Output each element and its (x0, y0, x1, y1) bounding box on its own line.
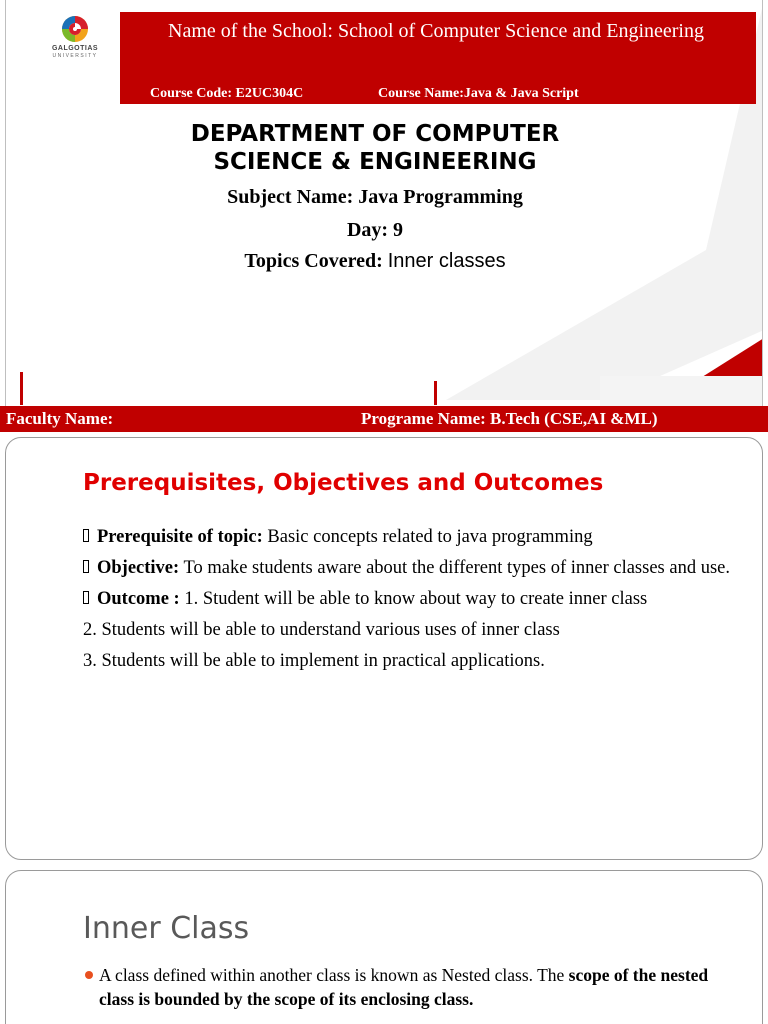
item-text: To make students aware about the different types of inner classes and use. (179, 558, 730, 578)
programme-name: Programe Name: B.Tech (CSE,AI &ML) (361, 409, 658, 428)
list-item (83, 588, 743, 610)
title-slide (5, 0, 763, 432)
topics-covered (6, 250, 744, 273)
topics-label: Topics Covered: (244, 250, 383, 272)
box-bullet-icon (83, 591, 89, 604)
item-label: Objective: (97, 558, 180, 578)
divider-mark-left (20, 372, 23, 405)
slide-title: Prerequisites, Objectives and Outcomes (83, 470, 604, 496)
bullet-text: A class defined within another class is known as Nested class. The (99, 965, 569, 985)
divider-mark-middle (434, 381, 437, 405)
school-banner (120, 12, 756, 104)
faculty-bar (0, 406, 768, 432)
day-number: Day: 9 (346, 219, 404, 241)
department-title: DEPARTMENT OF COMPUTER SCIENCE & ENGINEERING (190, 121, 560, 175)
school-name: Name of the School: School of Computer Science and Engineering (168, 20, 704, 42)
topics-value: Inner classes (387, 250, 506, 272)
list-item (83, 557, 743, 579)
item-label: Prerequisite of topic: (97, 527, 263, 547)
slide-body (99, 963, 739, 1011)
course-code: Course Code: E2UC304C (150, 86, 304, 101)
item-text: 1. Student will be able to know about way to create inner class (179, 589, 648, 609)
list-item (83, 526, 743, 548)
item-label: Outcome : (97, 589, 180, 609)
logo-swirl-icon (60, 14, 90, 44)
course-name: Course Name:Java & Java Script (378, 86, 579, 101)
slide-body (83, 526, 743, 681)
dot-bullet-icon (85, 971, 93, 979)
outcome-line: 3. Students will be able to implement in practical applications. (83, 651, 545, 671)
logo-subtitle: UNIVERSITY (52, 53, 98, 59)
subject-name: Subject Name: Java Programming (227, 186, 523, 208)
box-bullet-icon (83, 529, 89, 542)
bullet-bold-text: scope of the nested class is bounded by the scope of its enclosing class. (99, 965, 709, 1009)
outcome-line: 2. Students will be able to understand various uses of inner class (83, 620, 560, 640)
university-logo (32, 14, 118, 70)
box-bullet-icon (83, 560, 89, 573)
prerequisites-slide (5, 437, 763, 860)
logo-name: GALGOTIAS (51, 45, 99, 52)
faculty-name: Faculty Name: (6, 409, 114, 428)
slide-title: Inner Class (83, 911, 250, 946)
item-text: Basic concepts related to java programming (262, 527, 593, 547)
inner-class-slide (5, 870, 763, 1024)
